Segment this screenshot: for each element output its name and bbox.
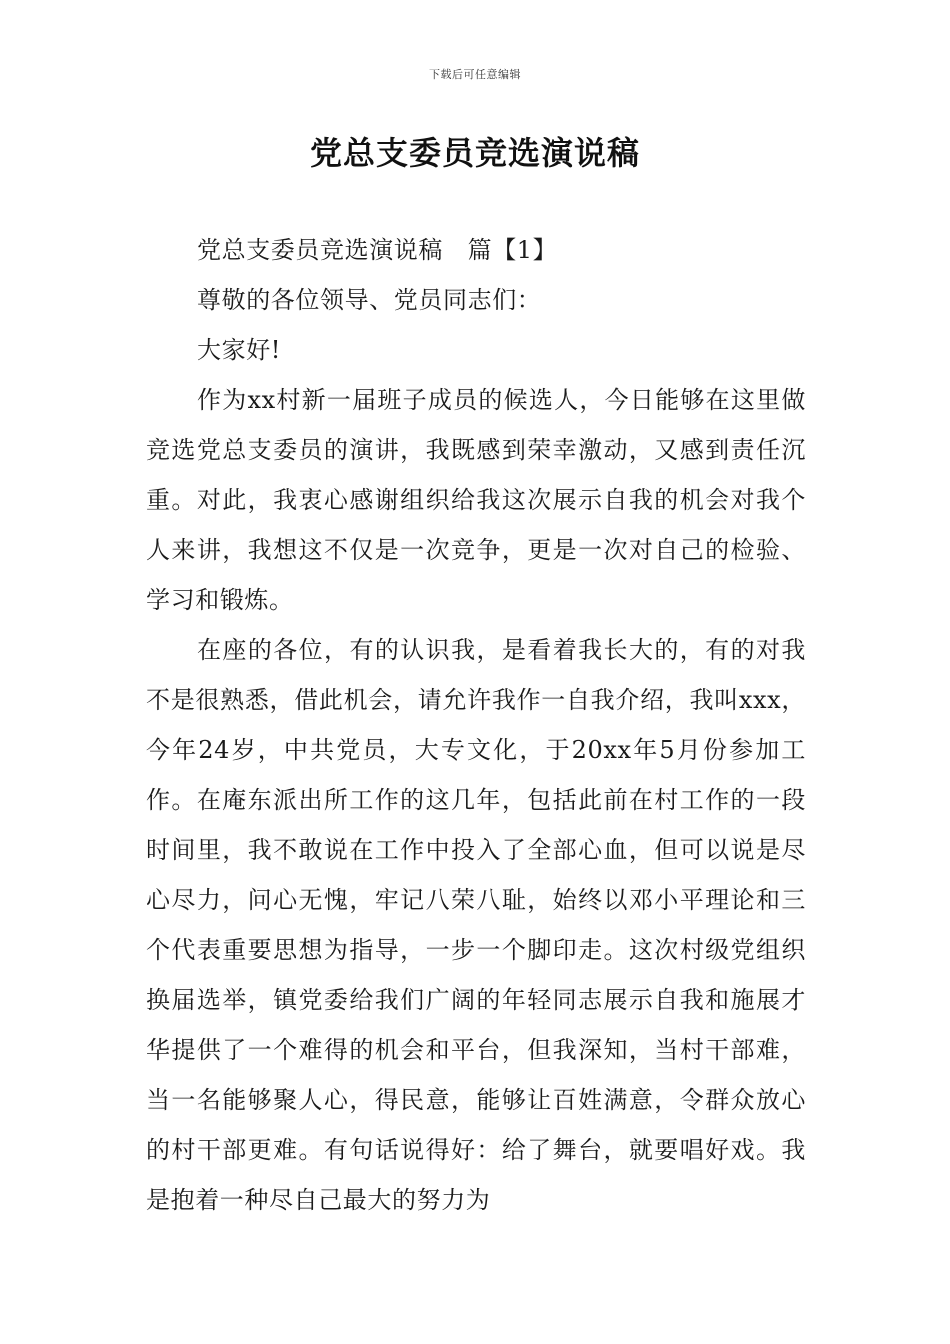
document-body — [146, 225, 806, 1225]
paragraph-self-introduction: 在座的各位，有的认识我，是看着我长大的，有的对我不是很熟悉，借此机会，请允许我作一自我介绍，我叫xxx，今年24岁，中共党员，大专文化，于20xx年5月份参加工作。在庵东派出所工作的这几年，包括此前在村工作的一段时间里，我不敢说在工作中投入了全部心血，但可以说是尽心尽力，问心无愧，牢记八荣八耻，始终以邓小平理论和三个代表重要思想为指导，一步一个脚印走。这次村级党组织换届选举，镇党委给我们广阔的年轻同志展示自我和施展才华提供了一个难得的机会和平台，但我深知，当村干部难，当一名能够聚人心，得民意，能够让百姓满意，令群众放心的村干部更难。有句话说得好：给了舞台，就要唱好戏。我是抱着一种尽自己最大的努力为 — [146, 636, 806, 1214]
paragraph-introduction: 作为xx村新一届班子成员的候选人，今日能够在这里做竞选党总支委员的演讲，我既感到荣幸激动，又感到责任沉重。对此，我衷心感谢组织给我这次展示自我的机会对我个人来讲，我想这不仅是一次竞争，更是一次对自己的检验、学习和锻炼。 — [146, 386, 806, 614]
paragraph-salutation: 尊敬的各位领导、党员同志们： — [197, 286, 542, 314]
header-note: 下载后可任意编辑 — [429, 68, 521, 81]
paragraph-greeting: 大家好! — [197, 336, 282, 364]
document-title: 党总支委员竞选演说稿 — [309, 134, 640, 172]
paragraph-section-heading: 党总支委员竞选演说稿 篇【1】 — [197, 236, 558, 264]
